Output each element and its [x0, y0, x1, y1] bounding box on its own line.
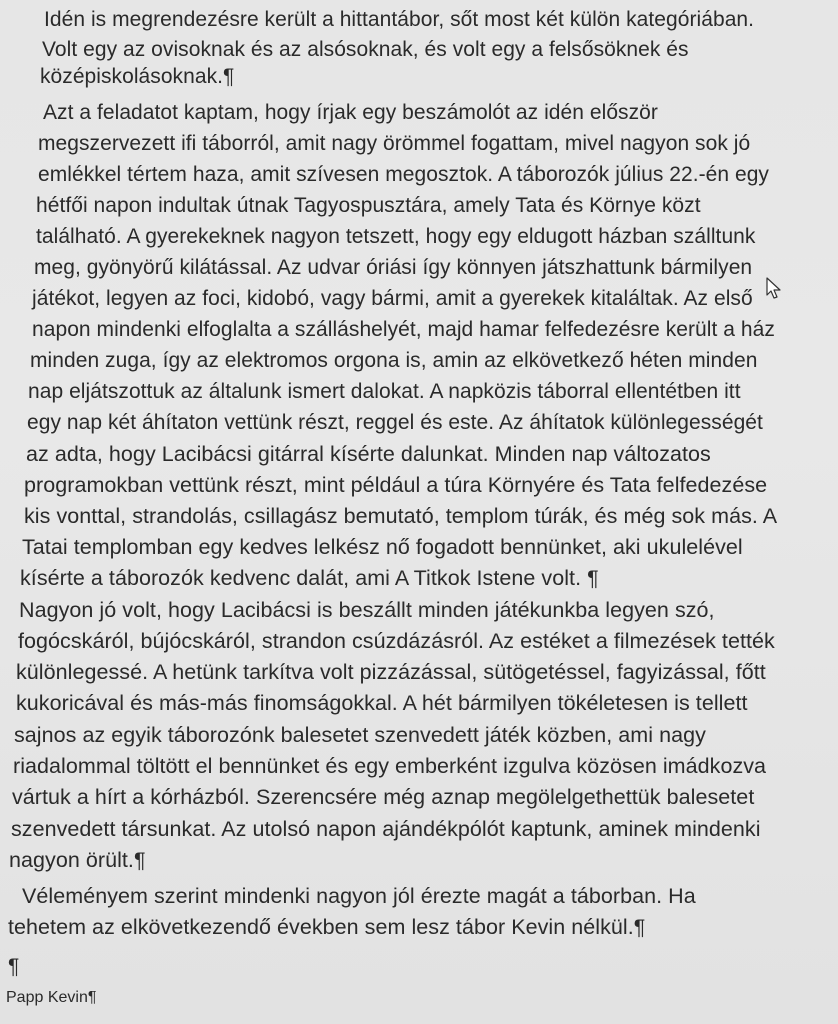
text-line: megszervezett ifi táborról, amit nagy örömmel fogattam, mivel nagyon sok jó [38, 132, 751, 155]
text-line: kísérte a táborozók kedvenc dalát, ami A Titkok Istene volt. ¶ [20, 566, 599, 590]
text-line: középiskolásoknak.¶ [40, 65, 235, 88]
text-line: nap eljátszottuk az általunk ismert dalokat. A napközis táborral ellentétben itt [28, 380, 741, 403]
text-line: emlékkel tértem haza, amit szívesen megosztok. A táborozók július 22.-én egy [38, 163, 769, 186]
text-line: Tatai templomban egy kedves lelkész nő fogadott bennünket, aki ukulelével [22, 535, 743, 559]
text-line: tehetem az elkövetkezendő években sem lesz tábor Kevin nélkül.¶ [8, 915, 646, 939]
text-line: található. A gyerekeknek nagyon tetszett, hogy egy eldugott házban szálltunk [36, 225, 756, 248]
text-line: meg, gyönyörű kilátással. Az udvar óriási így könnyen játszhattunk bármilyen [34, 256, 753, 279]
signature: Papp Kevin¶ [6, 989, 97, 1006]
text-line: nagyon örült.¶ [9, 848, 146, 872]
text-line: Véleményem szerint mindenki nagyon jól érezte magát a táborban. Ha [22, 884, 696, 908]
text-line: egy nap két áhítaton vettünk részt, reggel és este. Az áhítatok különlegességét [27, 411, 763, 434]
text-line: különlegessé. A hetünk tarkítva volt pizzázással, sütögetéssel, fagyizással, főtt [16, 660, 766, 684]
text-line: Azt a feladatot kaptam, hogy írjak egy beszámolót az idén először [43, 101, 658, 124]
text-line: szenvedett társunkat. Az utolsó napon ajándékpólót kaptunk, aminek mindenki [11, 817, 761, 841]
text-line: napon mindenki elfoglalta a szálláshelyét, majd hamar felfedezésre került a ház [32, 318, 775, 341]
text-line: játékot, legyen az foci, kidobó, vagy bármi, amit a gyerekek kitaláltak. Az első [32, 287, 753, 310]
text-line: kis vonttal, strandolás, csillagász bemutató, templom túrák, és még sok más. A [24, 504, 778, 528]
text-line: vártuk a hírt a kórházból. Szerencsére még aznap megölelgethettük balesetet [12, 785, 755, 809]
text-line: hétfői napon indultak útnak Tagyospusztára, amely Tata és Környe közt [36, 194, 701, 217]
text-line: riadalommal töltött el bennünket és egy emberként izgulva közösen imádkozva [13, 754, 767, 778]
text-line: Nagyon jó volt, hogy Lacibácsi is beszállt minden játékunkba legyen szó, [19, 598, 715, 622]
text-line: az adta, hogy Lacibácsi gitárral kísérte dalunkat. Minden nap változatos [26, 442, 711, 466]
empty-paragraph-mark: ¶ [8, 955, 20, 978]
text-line: programokban vettünk részt, mint például a túra Környére és Tata felfedezése [24, 473, 768, 497]
text-line: fogócskáról, bújócskáról, strandon csúzdázásról. Az estéket a filmezések tették [18, 629, 775, 653]
text-line: Volt egy az ovisoknak és az alsósoknak, és volt egy a felsősöknek és [42, 38, 689, 61]
text-line: kukoricával és más-más finomságokkal. A hét bármilyen tökéletesen is tellett [16, 691, 748, 715]
text-line: sajnos az egyik táborozónk balesetet szenvedett játék közben, ami nagy [14, 723, 706, 747]
mouse-pointer-icon [765, 277, 783, 301]
text-line: Idén is megrendezésre került a hittantábor, sőt most két külön kategóriában. [44, 8, 755, 31]
text-line: minden zuga, így az elektromos orgona is, amin az elkövetkező héten minden [30, 349, 758, 372]
